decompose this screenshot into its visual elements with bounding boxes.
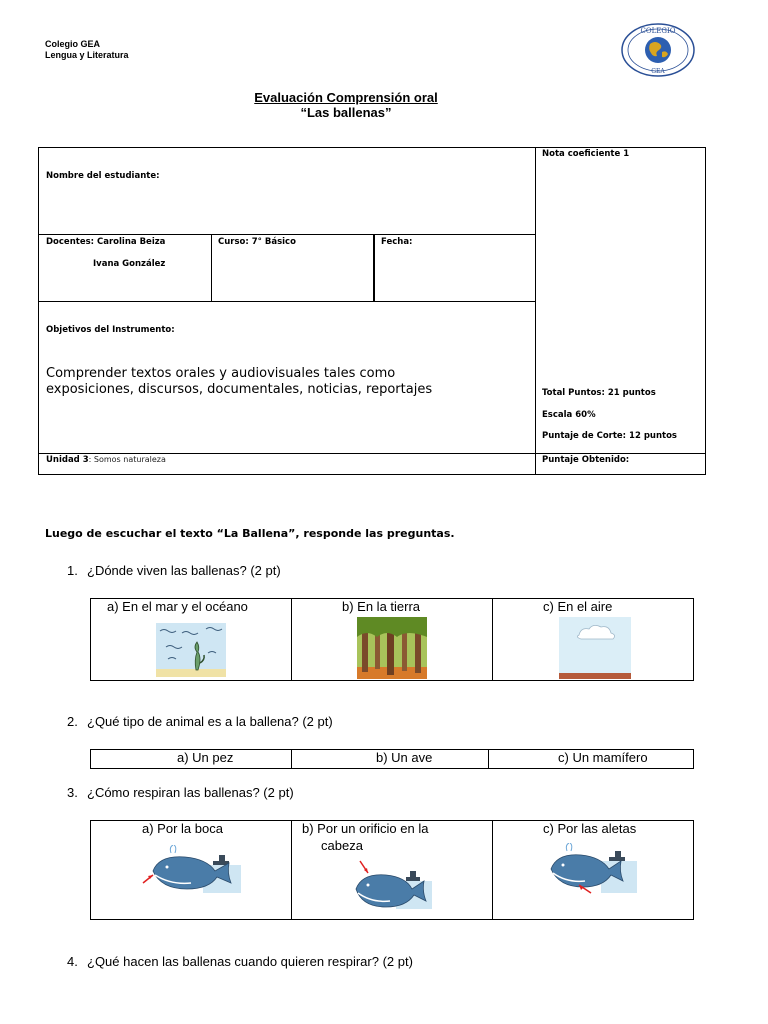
question-number: 4. [67, 954, 78, 969]
sky-image [559, 617, 631, 679]
sea-image [156, 623, 226, 677]
option-b[interactable] [292, 599, 493, 680]
exam-title: Evaluación Comprensión oral [254, 90, 438, 105]
option-label: c) En el aire [543, 599, 613, 614]
school-name: Colegio GEA [45, 39, 101, 49]
option-label: a) Por la boca [142, 821, 223, 836]
question-1-options [90, 598, 694, 681]
student-info-table [38, 147, 706, 475]
subject-name: Lengua y Literatura [45, 50, 129, 60]
objectives-label: Objetivos del Instrumento: [46, 325, 175, 335]
question-number: 1. [67, 563, 78, 578]
option-c[interactable] [493, 821, 695, 919]
unit-label: Unidad 3 [46, 455, 89, 465]
option-label: a) En el mar y el océano [107, 599, 248, 614]
question-text: ¿Qué tipo de animal es a la ballena? (2 pt) [87, 714, 333, 729]
question-text: ¿Cómo respiran las ballenas? (2 pt) [87, 785, 294, 800]
question-2-options [90, 749, 694, 769]
question-number: 3. [67, 785, 78, 800]
option-c[interactable] [489, 750, 695, 768]
option-label-line2: cabeza [321, 838, 363, 853]
option-c[interactable] [493, 599, 695, 680]
exam-subtitle: “Las ballenas” [300, 105, 392, 120]
teachers-label: Docentes: Carolina Beiza [46, 237, 166, 247]
unit-row [46, 455, 166, 465]
option-label: c) Por las aletas [543, 821, 637, 836]
question-2 [67, 714, 333, 729]
objectives-text [46, 366, 432, 398]
student-name-label: Nombre del estudiante: [46, 171, 160, 181]
logo-text-bottom: GEA [651, 68, 665, 75]
option-a[interactable] [91, 821, 292, 919]
option-label: b) Un ave [376, 750, 433, 765]
option-b[interactable] [292, 750, 489, 768]
whale-mouth-image [141, 845, 241, 897]
option-label: a) Un pez [177, 750, 234, 765]
question-4 [67, 954, 413, 969]
question-text: ¿Dónde viven las ballenas? (2 pt) [87, 563, 281, 578]
grade-label: Nota coeficiente 1 [542, 149, 630, 159]
logo-text-top: COLEGIO [640, 27, 676, 35]
option-label: b) En la tierra [342, 599, 421, 614]
question-3-options [90, 820, 694, 920]
teacher-2: Ivana González [93, 259, 166, 269]
total-points: Total Puntos: 21 puntos [542, 388, 656, 398]
cutoff-score: Puntaje de Corte: 12 puntos [542, 431, 677, 441]
question-1 [67, 563, 281, 578]
option-a[interactable] [91, 750, 292, 768]
forest-image [357, 617, 427, 679]
instructions: Luego de escuchar el texto “La Ballena”, responde las preguntas. [45, 527, 455, 540]
scale-label: Escala 60% [542, 410, 596, 420]
option-b[interactable] [292, 821, 493, 919]
question-number: 2. [67, 714, 78, 729]
school-logo [620, 22, 696, 78]
question-text: ¿Qué hacen las ballenas cuando quieren respirar? (2 pt) [87, 954, 413, 969]
course-label: Curso: 7° Básico [218, 237, 296, 247]
objectives-text-line2: exposiciones, discursos, documentales, noticias, reportajes [46, 382, 433, 397]
option-label: c) Un mamífero [558, 750, 648, 765]
school-header [45, 39, 129, 61]
obtained-score: Puntaje Obtenido: [542, 455, 630, 465]
option-label: b) Por un orificio en la [302, 821, 429, 836]
question-3 [67, 785, 294, 800]
objectives-text-line1: Comprender textos orales y audiovisuales tales como [46, 366, 396, 381]
option-a[interactable] [91, 599, 292, 680]
unit-value: : Somos naturaleza [88, 455, 166, 464]
whale-blowhole-image [352, 859, 432, 913]
date-label: Fecha: [381, 237, 413, 247]
whale-fins-image [547, 843, 637, 899]
